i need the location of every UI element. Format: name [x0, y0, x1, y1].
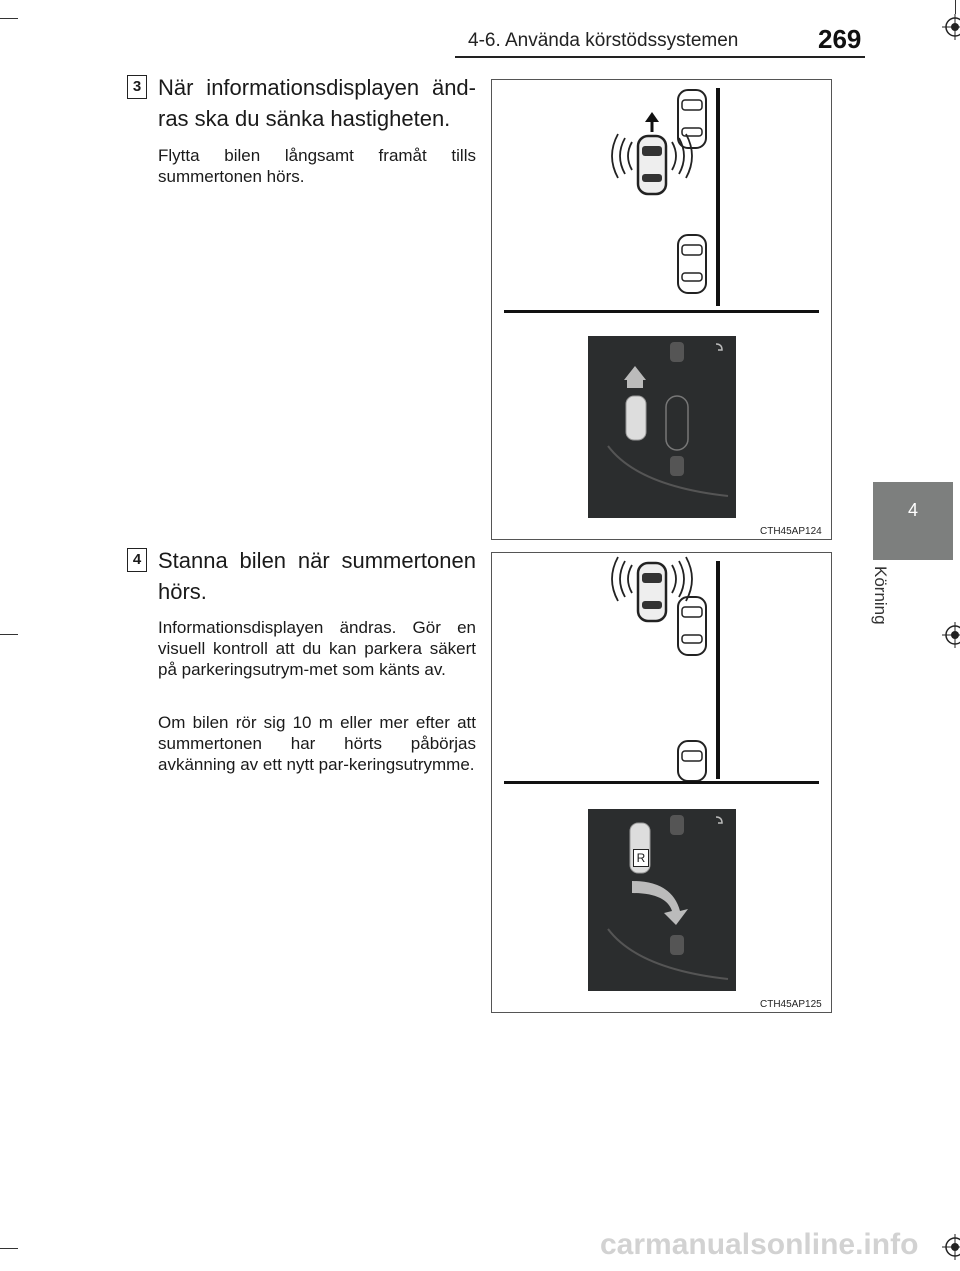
chapter-title [860, 566, 920, 646]
own-car-icon [638, 563, 666, 621]
parked-car-icon [678, 741, 706, 781]
gear-indicator: R [633, 849, 649, 867]
step-title: Stanna bilen när summertonen hörs. [158, 548, 476, 604]
step-number-badge: 4 [127, 548, 147, 572]
page-number: 269 [818, 24, 862, 54]
info-display [588, 809, 736, 991]
crop-mark [0, 1248, 18, 1249]
step-title: När informationsdisplayen änd-ras ska du sänka hastigheten. [158, 75, 476, 131]
figure-parking-detected [491, 552, 832, 1013]
chapter-title-text: Körning [871, 566, 890, 625]
parked-car-icon [678, 90, 706, 148]
crop-mark [0, 18, 18, 19]
parking-illustration [492, 80, 831, 539]
chapter-number: 4 [907, 500, 918, 520]
forward-arrow-icon [645, 112, 659, 132]
step-number-badge: 3 [127, 75, 147, 99]
step-description: Om bilen rör sig 10 m eller mer efter att summertonen har hörts påbörjas avkänning av ett nytt par-keringsutrymme. [158, 713, 476, 774]
figure-parking-approach [491, 79, 832, 540]
figure-code: CTH45AP124 [760, 526, 822, 537]
header-rule [455, 56, 865, 58]
step-description: Flytta bilen långsamt framåt tills summertonen hörs. [158, 146, 476, 186]
chapter-tab [873, 482, 953, 560]
figure-code: CTH45AP125 [760, 999, 822, 1010]
crop-mark [955, 0, 956, 14]
step-description: Informationsdisplayen ändras. Gör en visuell kontroll att du kan parkera säkert på parkeringsutrym-met som känts av. [158, 618, 476, 679]
info-display [588, 336, 736, 518]
parked-car-icon [678, 235, 706, 293]
parking-illustration [492, 553, 831, 1012]
parked-car-icon [678, 597, 706, 655]
watermark: carmanualsonline.info [600, 1228, 919, 1261]
crop-mark [0, 634, 18, 635]
registration-mark-icon [942, 14, 960, 40]
section-title: 4-6. Använda körstödssystemen [468, 30, 739, 51]
registration-mark-icon [942, 1234, 960, 1260]
own-car-icon [638, 136, 666, 194]
registration-mark-icon [942, 622, 960, 648]
